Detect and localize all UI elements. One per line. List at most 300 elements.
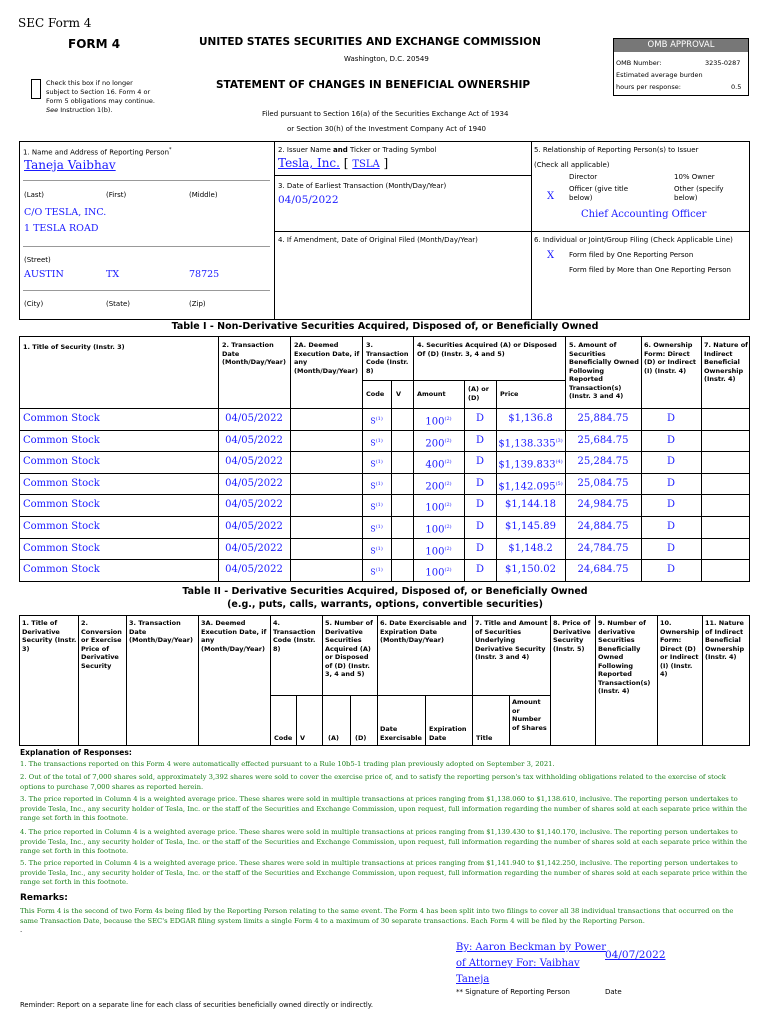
cell-price-value: $1,139.833 <box>498 459 556 471</box>
column-divider <box>464 451 465 473</box>
street-label: (Street) <box>24 256 51 264</box>
officer-title: Chief Accounting Officer <box>581 209 707 220</box>
column-divider <box>464 538 465 560</box>
officer-label: Officer (give title below) <box>569 185 629 202</box>
cell-date-value: 04/05/2022 <box>225 413 283 424</box>
cell-title <box>23 564 213 576</box>
footnote-5: 5. The price reported in Column 4 is a weighted average price. These shares were sold in multiple transactions at prices ranging from $1,141.940 to $1,142.250, inclusive. The reporting person undertakes to provide Tesla, Inc., any security holder of Tesla, Inc. or the staff of the Securities and Exchange Commission, upon request, full information regarding the number of shares sold at each separate price within the range set forth in this footnote. <box>20 859 747 886</box>
reporting-person-name[interactable]: Taneja Vaibhav <box>24 158 116 172</box>
t2-amount-header: Amount or Number of Shares <box>512 698 547 732</box>
column-divider <box>218 473 219 495</box>
cell-form <box>641 499 701 511</box>
column-divider <box>701 494 702 516</box>
t2-col9-header: 9. Number of derivative Securities Beneficially Owned Following Reported Transaction(s) (Instr. 4) <box>598 619 651 695</box>
address-line-2: 1 TESLA ROAD <box>24 223 99 234</box>
cell-aord <box>464 499 496 511</box>
cell-date-value: 04/05/2022 <box>225 499 283 511</box>
cell-price <box>496 413 565 425</box>
zip-label: (Zip) <box>189 300 206 308</box>
cell-aord-value: D <box>475 477 485 489</box>
column-divider <box>496 430 497 452</box>
omb-hours-label: hours per response: <box>616 83 681 91</box>
column-divider <box>290 559 291 581</box>
cell-form <box>641 521 701 533</box>
cell-owned-value: 25,884.75 <box>577 413 629 424</box>
cell-aord-value: D <box>475 434 485 446</box>
column-divider <box>290 408 291 430</box>
issuer-line: Tesla, Inc. [ TSLA ] <box>278 156 389 170</box>
cell-date-value: 04/05/2022 <box>225 477 283 489</box>
column-divider <box>391 538 392 560</box>
cell-form-value: D <box>666 542 676 554</box>
cell-code <box>362 521 391 536</box>
cell-form-value: D <box>666 499 676 511</box>
column-divider <box>362 451 363 473</box>
cell-date-value: 04/05/2022 <box>225 564 283 576</box>
column-divider <box>290 430 291 452</box>
cell-code-value: S <box>370 459 376 469</box>
cell-form <box>641 543 701 555</box>
agency-title: UNITED STATES SECURITIES AND EXCHANGE COMMISSION <box>199 36 541 48</box>
cell-form-value: D <box>666 521 676 532</box>
t1-col2-header: 2. Transaction Date (Month/Day/Year) <box>222 341 286 366</box>
t2-col5-header: 5. Number of Derivative Securities Acquired (A) or Disposed of (D) (Instr. 3, 4 and 5) <box>325 619 373 678</box>
footnote-ref: (2) <box>444 502 452 509</box>
column-divider <box>565 473 566 495</box>
t2-col10-header: 10. Ownership Form: Direct (D) or Indirect (I) (Instr. 4) <box>660 619 700 678</box>
cell-owned-value: 25,084.75 <box>577 477 629 489</box>
column-divider <box>362 559 363 581</box>
column-divider <box>413 494 414 516</box>
explanation-heading: Explanation of Responses: <box>20 748 132 757</box>
cell-owned <box>565 413 641 425</box>
one-person-label: Form filed by One Reporting Person <box>569 251 694 259</box>
filed-pursuant-1: Filed pursuant to Section 16(a) of the Securities Exchange Act of 1934 <box>262 110 509 118</box>
column-divider <box>413 473 414 495</box>
column-divider <box>496 538 497 560</box>
cell-code-value: S <box>370 524 376 534</box>
column-divider <box>464 430 465 452</box>
t2-v-header: V <box>300 734 306 742</box>
t1-v-header: V <box>396 390 402 398</box>
column-divider <box>464 559 465 581</box>
footnote-3: 3. The price reported in Column 4 is a weighted average price. These shares were sold in multiple transactions at prices ranging from $1,138.060 to $1,138.610, inclusive. The reporting person undertakes to provide Tesla, Inc., any security holder of Tesla, Inc. or the staff of the Securities and Exchange Commission, upon request, full information regarding the number of shares sold at each separate price within the range set forth in this footnote. <box>20 795 747 822</box>
cell-code <box>362 478 391 493</box>
column-divider <box>701 408 702 430</box>
remarks-dot: . <box>20 926 23 934</box>
cell-amount-value: 400 <box>425 459 445 471</box>
column-divider <box>565 559 566 581</box>
cell-price-value: $1,136.8 <box>508 413 553 424</box>
cell-amount <box>413 564 464 579</box>
column-divider <box>701 516 702 538</box>
omb-number-value: 3235-0287 <box>705 59 741 67</box>
cell-aord <box>464 478 496 490</box>
column-divider <box>641 559 642 581</box>
first-label: (First) <box>106 191 127 199</box>
cell-aord-value: D <box>475 499 485 511</box>
footnote-ref: (2) <box>444 524 452 530</box>
box5-label: 5. Relationship of Reporting Person(s) to Issuer <box>534 146 699 154</box>
form-label: FORM 4 <box>68 37 121 51</box>
cell-title <box>23 413 213 425</box>
table2-title-line2: (e.g., puts, calls, warrants, options, convertible securities) <box>227 599 543 610</box>
cell-date <box>218 435 290 447</box>
column-divider <box>496 494 497 516</box>
cell-price-value: $1,150.02 <box>505 564 556 576</box>
cell-form-value: D <box>666 413 676 424</box>
column-divider <box>641 473 642 495</box>
footnote-ref: (1) <box>375 524 383 530</box>
column-divider <box>413 451 414 473</box>
cell-owned-value: 25,284.75 <box>577 456 629 468</box>
t2-a-header: (A) <box>328 734 339 742</box>
cell-title <box>23 435 213 447</box>
cell-price-value: $1,148.2 <box>508 542 553 554</box>
t1-code-header: Code <box>366 390 385 398</box>
omb-number-label: OMB Number: <box>616 59 662 67</box>
table1-title: Table I - Non-Derivative Securities Acquired, Disposed of, or Beneficially Owned <box>171 321 599 332</box>
cell-code <box>362 456 391 471</box>
cell-price <box>496 521 565 533</box>
box1-label: 1. Name and Address of Reporting Person* <box>23 147 172 157</box>
cell-date-value: 04/05/2022 <box>225 434 283 446</box>
more-persons-label: Form filed by More than One Reporting Person <box>569 266 731 274</box>
t1-col1-header: 1. Title of Security (Instr. 3) <box>23 343 125 351</box>
signature-link[interactable]: By: Aaron Beckman by Power of Attorney For: Vaibhav Taneja <box>456 942 606 985</box>
signature-label: ** Signature of Reporting Person <box>456 988 570 996</box>
earliest-transaction-date: 04/05/2022 <box>278 194 339 206</box>
issuer-name-link[interactable]: Tesla, Inc. <box>278 156 340 170</box>
cell-code-value: S <box>370 567 376 577</box>
footnote-ref: (2) <box>444 545 452 552</box>
column-divider <box>362 494 363 516</box>
t2-col4-header: 4. Transaction Code (Instr. 8) <box>273 619 316 653</box>
column-divider <box>218 430 219 452</box>
omb-hours-value: 0.5 <box>731 83 742 91</box>
cell-code <box>362 435 391 450</box>
t1-col4-header: 4. Securities Acquired (A) or Disposed Of (D) (Instr. 3, 4 and 5) <box>417 341 557 358</box>
column-divider <box>565 451 566 473</box>
cell-code <box>362 543 391 558</box>
t2-col3-header: 3. Transaction Date (Month/Day/Year) <box>129 619 193 644</box>
t2-col11-header: 11. Nature of Indirect Beneficial Ownership (Instr. 4) <box>705 619 745 661</box>
column-divider <box>391 516 392 538</box>
cell-code-value: S <box>370 503 376 513</box>
column-divider <box>701 538 702 560</box>
cell-owned-value: 24,884.75 <box>577 521 629 532</box>
cell-form-value: D <box>666 434 676 446</box>
cell-amount-value: 200 <box>425 481 445 493</box>
t1-col7-header: 7. Nature of Indirect Beneficial Ownership (Instr. 4) <box>704 341 748 383</box>
table2-title-line1: Table II - Derivative Securities Acquired, Disposed of, or Beneficially Owned <box>182 586 588 597</box>
cell-date <box>218 499 290 511</box>
cell-price <box>496 499 565 511</box>
one-person-check: X <box>547 250 555 261</box>
cell-title-value: Common Stock <box>23 477 100 489</box>
column-divider <box>565 494 566 516</box>
cell-title-value: Common Stock <box>23 499 100 511</box>
cell-price-value: $1,144.18 <box>505 499 556 511</box>
cell-aord <box>464 456 496 468</box>
cell-date-value: 04/05/2022 <box>225 456 283 468</box>
cell-form-value: D <box>666 477 676 489</box>
cell-code <box>362 564 391 579</box>
cell-code <box>362 499 391 514</box>
row-divider <box>19 581 750 582</box>
t2-code-header: Code <box>274 734 293 742</box>
sec-form-label: SEC Form 4 <box>18 16 92 30</box>
cell-amount-value: 100 <box>425 524 445 536</box>
footnote-2: 2. Out of the total of 7,000 shares sold, approximately 3,392 shares were sold to cover the exercise price of, and to satisfy the reporting person's tax withholding obligations related to the exercise of stock options to purchase 7,000 shares as reported herein. <box>20 773 726 791</box>
cell-owned-value: 24,784.75 <box>577 542 629 554</box>
column-divider <box>464 473 465 495</box>
cell-amount-value: 100 <box>425 545 445 557</box>
column-divider <box>391 473 392 495</box>
column-divider <box>565 516 566 538</box>
cell-amount-value: 100 <box>425 502 445 514</box>
footnote-ref: (1) <box>375 502 383 509</box>
cell-title-value: Common Stock <box>23 564 100 576</box>
cell-title <box>23 521 213 533</box>
footnote-1: 1. The transactions reported on this Form 4 were automatically effected pursuant to a Rule 10b5-1 trading plan previously adopted on September 3, 2021. <box>20 760 555 768</box>
cell-date <box>218 413 290 425</box>
cell-aord-value: D <box>475 521 485 532</box>
officer-check: X <box>547 191 555 202</box>
column-divider <box>701 559 702 581</box>
state-value: TX <box>106 269 120 280</box>
cell-price <box>496 435 565 450</box>
omb-burden-label: Estimated average burden <box>616 71 703 79</box>
column-divider <box>565 538 566 560</box>
cell-title <box>23 499 213 511</box>
cell-aord-value: D <box>475 564 485 576</box>
cell-code-value: S <box>370 416 376 426</box>
column-divider <box>391 408 392 430</box>
footnote-ref: (1) <box>375 480 383 487</box>
cell-amount <box>413 499 464 514</box>
footnote-ref: (2) <box>444 437 452 444</box>
t1-col5-header: 5. Amount of Securities Beneficially Owned Following Reported Transaction(s) (Instr. 3 and 4) <box>569 341 639 400</box>
agency-location: Washington, D.C. 20549 <box>344 55 429 63</box>
column-divider <box>218 451 219 473</box>
city-label: (City) <box>24 300 44 308</box>
footnote-ref: (5) <box>555 480 563 487</box>
column-divider <box>391 451 392 473</box>
cell-owned <box>565 435 641 447</box>
column-divider <box>565 430 566 452</box>
cell-owned-value: 24,684.75 <box>577 564 629 576</box>
t2-col1-header: 1. Title of Derivative Security (Instr. 3) <box>22 619 77 653</box>
remarks-text: This Form 4 is the second of two Form 4s being filed by the Reporting Person relating to the same event. The Form 4 has been split into two filings to cover all 38 individual transactions that occurred on the same Transaction Date, because the SEC's EDGAR filing system limits a single Form 4 to a maximum of 30 separate transactions. Each Form 4 will be filed by the Reporting Person. <box>20 907 734 925</box>
t1-col3-header: 3. Transaction Code (Instr. 8) <box>366 341 409 375</box>
no-longer-subject-checkbox[interactable] <box>31 79 41 99</box>
cell-owned-value: 24,984.75 <box>577 499 629 511</box>
signature-date: 04/07/2022 <box>605 949 666 961</box>
cell-code-value: S <box>370 438 376 448</box>
cell-title <box>23 478 213 490</box>
cell-owned <box>565 478 641 490</box>
cell-form <box>641 413 701 425</box>
column-divider <box>701 430 702 452</box>
cell-price <box>496 543 565 555</box>
t1-col2a-header: 2A. Deemed Execution Date, if any (Month/Day/Year) <box>294 341 360 375</box>
t2-expiration-header: Expiration Date <box>429 725 467 742</box>
footnote-ref: (2) <box>444 416 452 422</box>
state-label: (State) <box>106 300 130 308</box>
t2-title-header: Title <box>476 734 493 742</box>
t1-col6-header: 6. Ownership Form: Direct (D) or Indirect (I) (Instr. 4) <box>644 341 697 375</box>
column-divider <box>701 473 702 495</box>
column-divider <box>290 538 291 560</box>
table2-title <box>0 585 770 611</box>
footnote-ref: (2) <box>444 480 452 487</box>
box2-label: 2. Issuer Name and Ticker or Trading Symbol <box>278 146 437 154</box>
cell-form <box>641 564 701 576</box>
cell-amount <box>413 543 464 558</box>
footnote-ref: (1) <box>375 459 383 466</box>
cell-code-value: S <box>370 481 376 491</box>
cell-aord-value: D <box>475 542 485 554</box>
cell-title-value: Common Stock <box>23 542 100 554</box>
cell-title <box>23 456 213 468</box>
column-divider <box>218 516 219 538</box>
cell-amount-value: 100 <box>425 416 445 428</box>
column-divider <box>290 494 291 516</box>
t1-price-header: Price <box>500 390 519 398</box>
t2-col7-header: 7. Title and Amount of Securities Underlying Derivative Security (Instr. 3 and 4) <box>475 619 548 661</box>
cell-title-value: Common Stock <box>23 456 100 468</box>
filed-pursuant-2: or Section 30(h) of the Investment Company Act of 1940 <box>287 125 487 133</box>
column-divider <box>290 516 291 538</box>
t2-col6-header: 6. Date Exercisable and Expiration Date (Month/Day/Year) <box>380 619 467 644</box>
column-divider <box>218 494 219 516</box>
cell-amount-value: 200 <box>425 437 445 449</box>
cell-price-value: $1,138.335 <box>498 437 556 449</box>
column-divider <box>290 473 291 495</box>
cell-owned <box>565 564 641 576</box>
column-divider <box>641 494 642 516</box>
director-label: Director <box>569 173 598 181</box>
column-divider <box>496 559 497 581</box>
footnote-ref: (1) <box>375 437 383 444</box>
city-value: AUSTIN <box>24 269 64 280</box>
zip-value: 78725 <box>189 269 220 280</box>
cell-price-value: $1,145.89 <box>505 521 556 532</box>
column-divider <box>391 494 392 516</box>
cell-aord <box>464 521 496 533</box>
column-divider <box>464 494 465 516</box>
column-divider <box>362 538 363 560</box>
column-divider <box>413 430 414 452</box>
footnote-ref: (4) <box>555 459 563 466</box>
footnote-ref: (2) <box>444 567 452 574</box>
cell-title-value: Common Stock <box>23 521 100 532</box>
column-divider <box>413 559 414 581</box>
remarks-heading: Remarks: <box>20 893 68 903</box>
cell-aord <box>464 543 496 555</box>
address-line-1: C/O TESLA, INC. <box>24 207 107 218</box>
cell-form-value: D <box>666 456 676 468</box>
cell-code <box>362 413 391 428</box>
cell-aord-value: D <box>475 456 485 468</box>
column-divider <box>413 408 414 430</box>
box4-label: 4. If Amendment, Date of Original Filed (Month/Day/Year) <box>278 236 478 244</box>
cell-amount <box>413 435 464 450</box>
cell-price <box>496 456 565 471</box>
footnote-ref: (1) <box>375 545 383 552</box>
box6-label: 6. Individual or Joint/Group Filing (Check Applicable Line) <box>534 236 733 244</box>
cell-aord <box>464 413 496 425</box>
cell-owned <box>565 456 641 468</box>
cell-amount <box>413 456 464 471</box>
cell-amount <box>413 521 464 536</box>
footnote-ref: (1) <box>375 416 383 422</box>
column-divider <box>701 451 702 473</box>
other-label: Other (specify below) <box>674 185 724 202</box>
column-divider <box>362 473 363 495</box>
t1-amount-header: Amount <box>417 390 446 398</box>
column-divider <box>464 408 465 430</box>
ticker-link[interactable]: TSLA <box>352 159 380 170</box>
cell-title-value: Common Stock <box>23 413 100 424</box>
column-divider <box>362 430 363 452</box>
cell-owned-value: 25,684.75 <box>577 434 629 446</box>
column-divider <box>413 516 414 538</box>
column-divider <box>496 516 497 538</box>
column-divider <box>496 473 497 495</box>
column-divider <box>362 408 363 430</box>
footnote-ref: (2) <box>444 459 452 466</box>
column-divider <box>641 538 642 560</box>
column-divider <box>362 516 363 538</box>
checkbox-instructions: Check this box if no longer subject to Section 16. Form 4 or Form 5 obligations may continue. See Instruction 1(b). <box>46 79 155 114</box>
cell-aord-value: D <box>475 413 485 424</box>
cell-form <box>641 435 701 447</box>
t2-col2-header: 2. Conversion or Exercise Price of Derivative Security <box>81 619 122 670</box>
column-divider <box>391 430 392 452</box>
statement-title: STATEMENT OF CHANGES IN BENEFICIAL OWNERSHIP <box>216 79 531 91</box>
cell-title <box>23 543 213 555</box>
column-divider <box>218 408 219 430</box>
footnote-ref: (1) <box>375 567 383 574</box>
column-divider <box>641 430 642 452</box>
column-divider <box>641 516 642 538</box>
t2-col8-header: 8. Price of Derivative Security (Instr. 5) <box>553 619 591 653</box>
cell-amount-value: 100 <box>425 567 445 579</box>
t2-date-exercisable-header: Date Exercisable <box>380 725 422 742</box>
column-divider <box>464 516 465 538</box>
box3-label: 3. Date of Earliest Transaction (Month/Day/Year) <box>278 182 447 190</box>
cell-owned <box>565 543 641 555</box>
last-label: (Last) <box>24 191 45 199</box>
reminder-text: Reminder: Report on a separate line for each class of securities beneficially owned directly or indirectly. <box>20 1001 374 1009</box>
cell-date <box>218 543 290 555</box>
ten-percent-owner-label: 10% Owner <box>674 173 715 181</box>
cell-title-value: Common Stock <box>23 434 100 446</box>
t2-d-header: (D) <box>355 734 367 742</box>
cell-aord <box>464 435 496 447</box>
cell-price <box>496 564 565 576</box>
middle-label: (Middle) <box>189 191 218 199</box>
column-divider <box>391 559 392 581</box>
column-divider <box>413 538 414 560</box>
check-all-applicable: (Check all applicable) <box>534 161 610 169</box>
cell-aord <box>464 564 496 576</box>
column-divider <box>565 408 566 430</box>
column-divider <box>218 538 219 560</box>
footnote-4: 4. The price reported in Column 4 is a weighted average price. These shares were sold in multiple transactions at prices ranging from $1,139.430 to $1,140.170, inclusive. The reporting person undertakes to provide Tesla, Inc., any security holder of Tesla, Inc. or the staff of the Securities and Exchange Commission, upon request, full information regarding the number of shares sold at each separate price within the range set forth in this footnote. <box>20 828 747 855</box>
